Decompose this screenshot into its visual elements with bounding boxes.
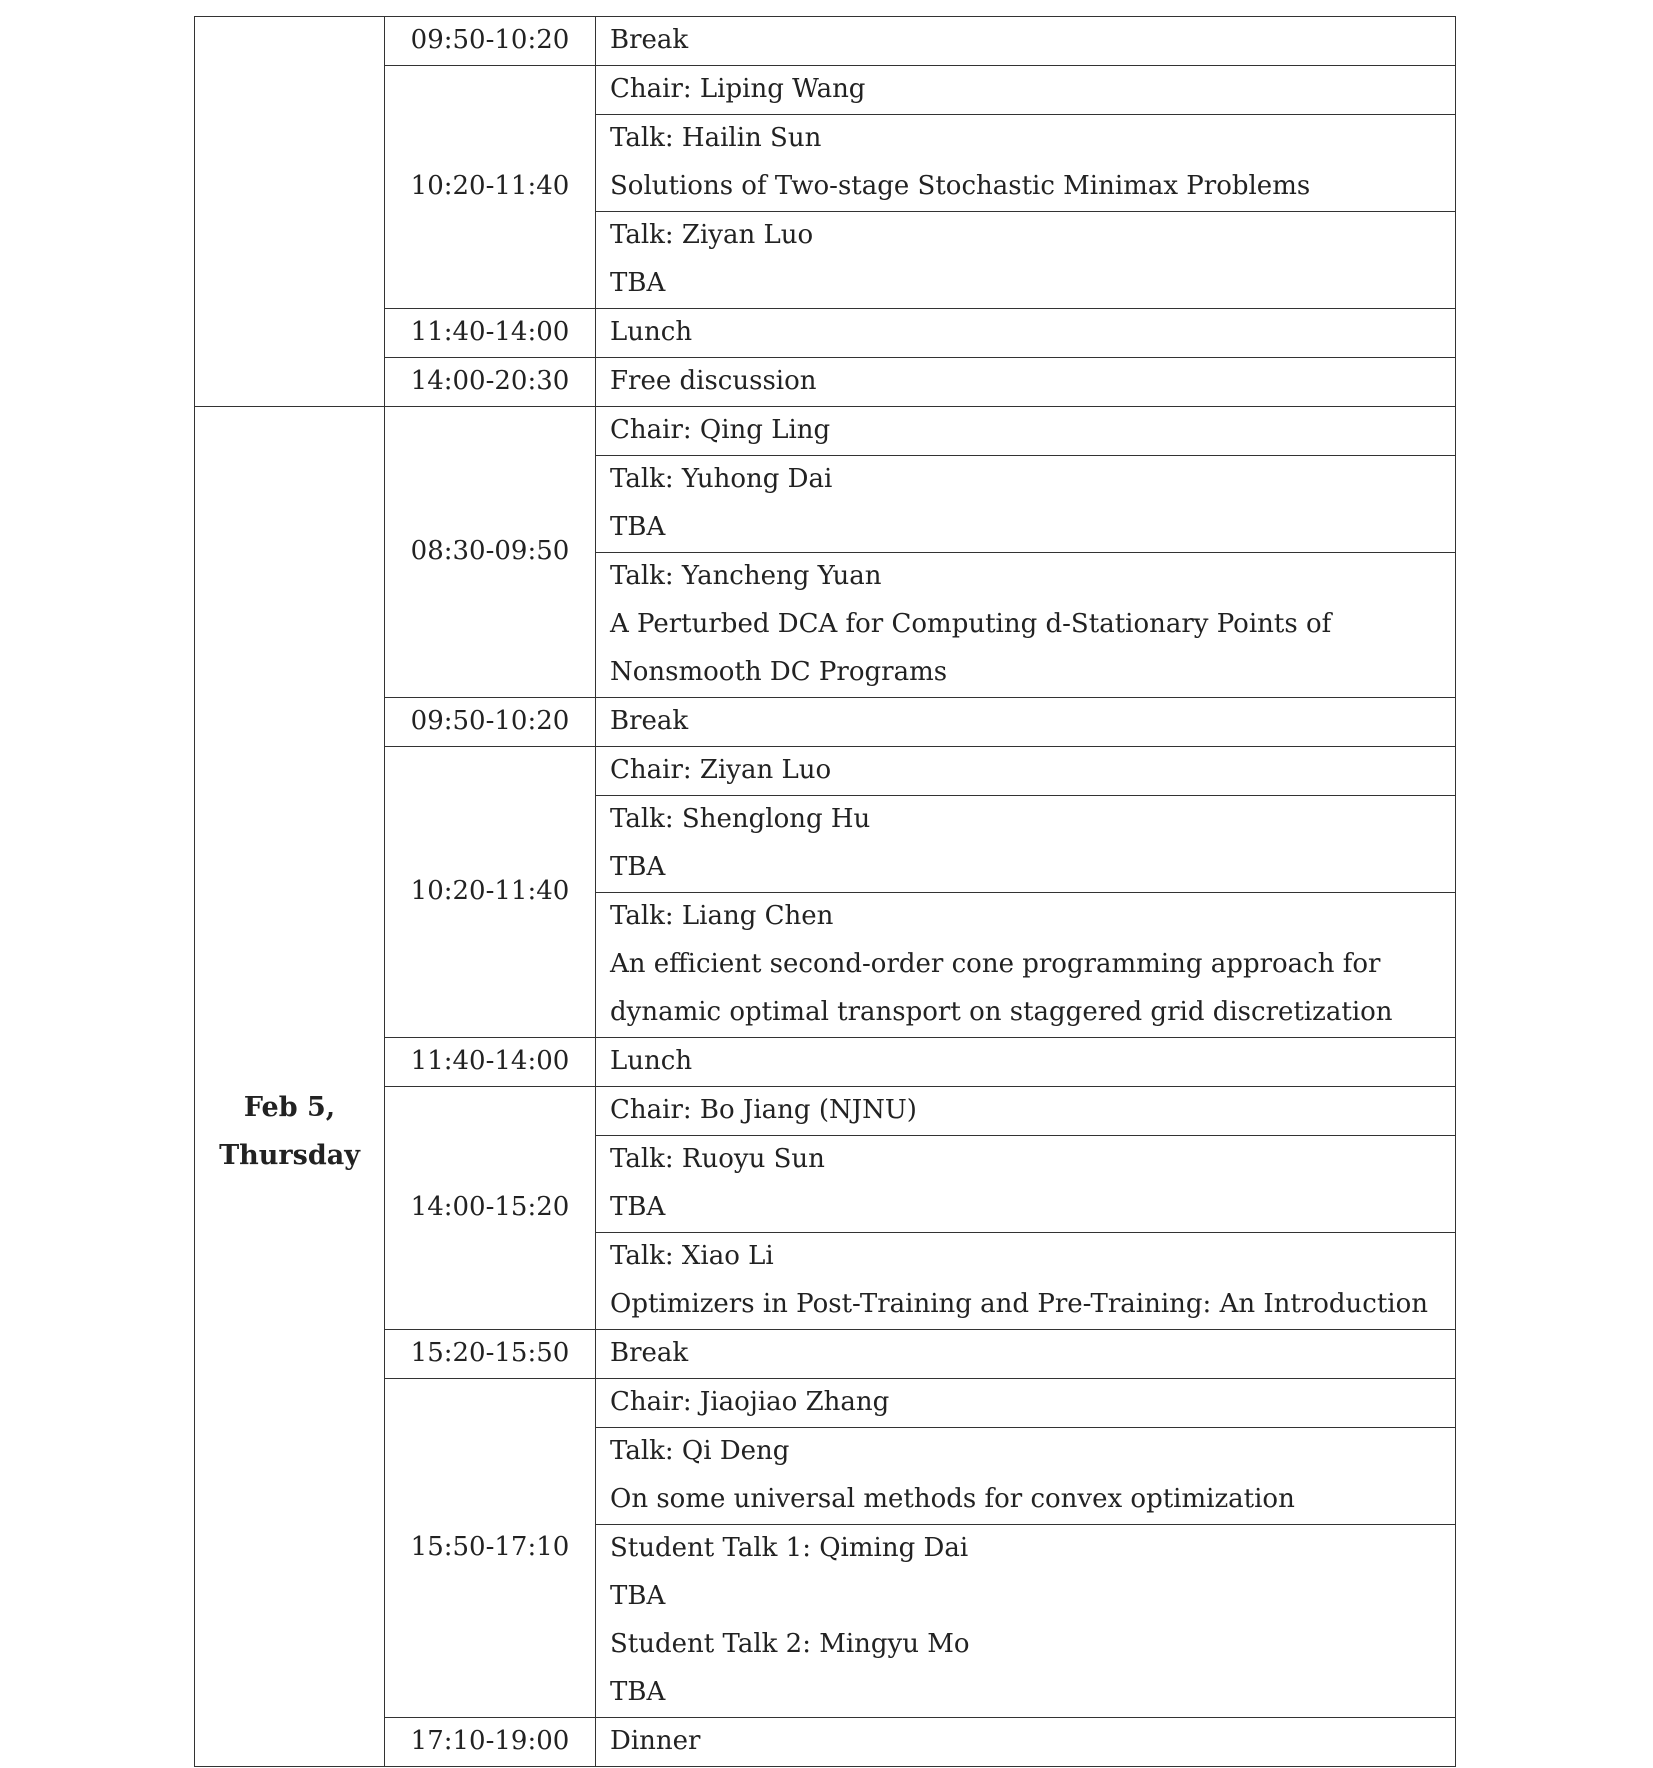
text-line: Break — [610, 706, 689, 736]
schedule-row — [195, 407, 1456, 456]
time-label: 15:50-17:10 — [410, 1532, 570, 1562]
schedule-row — [195, 1330, 1456, 1379]
session-cell — [596, 553, 1456, 698]
time-label: 10:20-11:40 — [410, 876, 570, 906]
session-cell — [596, 115, 1456, 212]
text-line: Talk: Yuhong Dai — [610, 464, 833, 494]
time-slot — [385, 358, 596, 407]
text-line: dynamic optimal transport on staggered grid discretization — [610, 997, 1393, 1027]
time-label: 14:00-15:20 — [410, 1192, 570, 1222]
day-date: Feb 5, — [243, 1091, 336, 1123]
text-line: Talk: Qi Deng — [610, 1436, 790, 1466]
session-cell — [596, 796, 1456, 893]
session-cell — [596, 456, 1456, 553]
text-line: Talk: Ruoyu Sun — [610, 1144, 825, 1174]
schedule-row — [195, 1038, 1456, 1087]
time-slot — [385, 747, 596, 1038]
schedule-row — [195, 66, 1456, 115]
time-slot — [385, 309, 596, 358]
text-line: Talk: Liang Chen — [610, 901, 834, 931]
text-line: TBA — [610, 1677, 666, 1707]
text-line: Talk: Ziyan Luo — [610, 220, 814, 250]
session-cell — [596, 698, 1456, 747]
time-slot — [385, 1718, 596, 1767]
time-slot — [385, 1379, 596, 1718]
time-slot — [385, 66, 596, 309]
time-slot — [385, 407, 596, 698]
schedule-row — [195, 309, 1456, 358]
session-cell — [596, 1038, 1456, 1087]
schedule-row — [195, 698, 1456, 747]
text-line: Free discussion — [610, 366, 817, 396]
session-cell — [596, 1087, 1456, 1136]
time-label: 14:00-20:30 — [410, 366, 570, 396]
text-line: Nonsmooth DC Programs — [610, 657, 948, 687]
time-label: 11:40-14:00 — [410, 317, 570, 347]
session-cell — [596, 1525, 1456, 1718]
session-cell — [596, 1428, 1456, 1525]
time-slot — [385, 698, 596, 747]
text-line: TBA — [610, 512, 666, 542]
session-cell — [596, 407, 1456, 456]
session-cell — [596, 17, 1456, 66]
text-line: A Perturbed DCA for Computing d-Stationary Points of — [610, 609, 1332, 639]
time-slot — [385, 1087, 596, 1330]
text-line: TBA — [610, 268, 666, 298]
text-line: Lunch — [610, 317, 693, 347]
session-cell — [596, 1718, 1456, 1767]
schedule-row — [195, 1379, 1456, 1428]
day-weekday: Thursday — [219, 1139, 360, 1171]
time-label: 15:20-15:50 — [410, 1338, 570, 1368]
session-cell — [596, 309, 1456, 358]
text-line: Talk: Shenglong Hu — [610, 804, 871, 834]
session-cell — [596, 212, 1456, 309]
schedule-table — [194, 16, 1456, 1767]
schedule-row — [195, 17, 1456, 66]
schedule-row — [195, 358, 1456, 407]
session-cell — [596, 1379, 1456, 1428]
text-line: Chair: Ziyan Luo — [610, 755, 832, 785]
schedule-row — [195, 747, 1456, 796]
text-line: Solutions of Two-stage Stochastic Minimax Problems — [610, 171, 1311, 201]
time-label: 10:20-11:40 — [410, 171, 570, 201]
session-cell — [596, 66, 1456, 115]
text-line: TBA — [610, 1581, 666, 1611]
text-line: Student Talk 2: Mingyu Mo — [610, 1629, 970, 1659]
text-line: TBA — [610, 1192, 666, 1222]
text-line: On some universal methods for convex optimization — [610, 1484, 1295, 1514]
day-cell — [195, 407, 385, 1767]
text-line: An efficient second-order cone programming approach for — [610, 949, 1381, 979]
text-line: Chair: Liping Wang — [610, 74, 866, 104]
schedule-row — [195, 1087, 1456, 1136]
time-label: 09:50-10:20 — [410, 706, 570, 736]
time-slot — [385, 1038, 596, 1087]
time-label: 09:50-10:20 — [410, 25, 570, 55]
text-line: Lunch — [610, 1046, 693, 1076]
text-line: Optimizers in Post-Training and Pre-Training: An Introduction — [610, 1289, 1429, 1319]
text-line: Talk: Yancheng Yuan — [610, 561, 882, 591]
text-line: Chair: Jiaojiao Zhang — [610, 1387, 890, 1417]
session-cell — [596, 358, 1456, 407]
session-cell — [596, 893, 1456, 1038]
session-cell — [596, 1233, 1456, 1330]
text-line: Dinner — [610, 1726, 701, 1756]
session-cell — [596, 1330, 1456, 1379]
time-label: 17:10-19:00 — [410, 1726, 570, 1756]
session-cell — [596, 1136, 1456, 1233]
text-line: Break — [610, 1338, 689, 1368]
session-cell — [596, 747, 1456, 796]
day-cell — [195, 17, 385, 407]
time-label: 08:30-09:50 — [410, 536, 570, 566]
schedule-body — [195, 17, 1456, 1767]
time-label: 11:40-14:00 — [410, 1046, 570, 1076]
schedule-row — [195, 1718, 1456, 1767]
text-line: Talk: Xiao Li — [610, 1241, 774, 1271]
text-line: Student Talk 1: Qiming Dai — [610, 1533, 969, 1563]
text-line: Break — [610, 25, 689, 55]
text-line: TBA — [610, 852, 666, 882]
time-slot — [385, 1330, 596, 1379]
time-slot — [385, 17, 596, 66]
text-line: Talk: Hailin Sun — [610, 123, 822, 153]
text-line: Chair: Qing Ling — [610, 415, 831, 445]
text-line: Chair: Bo Jiang (NJNU) — [610, 1095, 917, 1125]
